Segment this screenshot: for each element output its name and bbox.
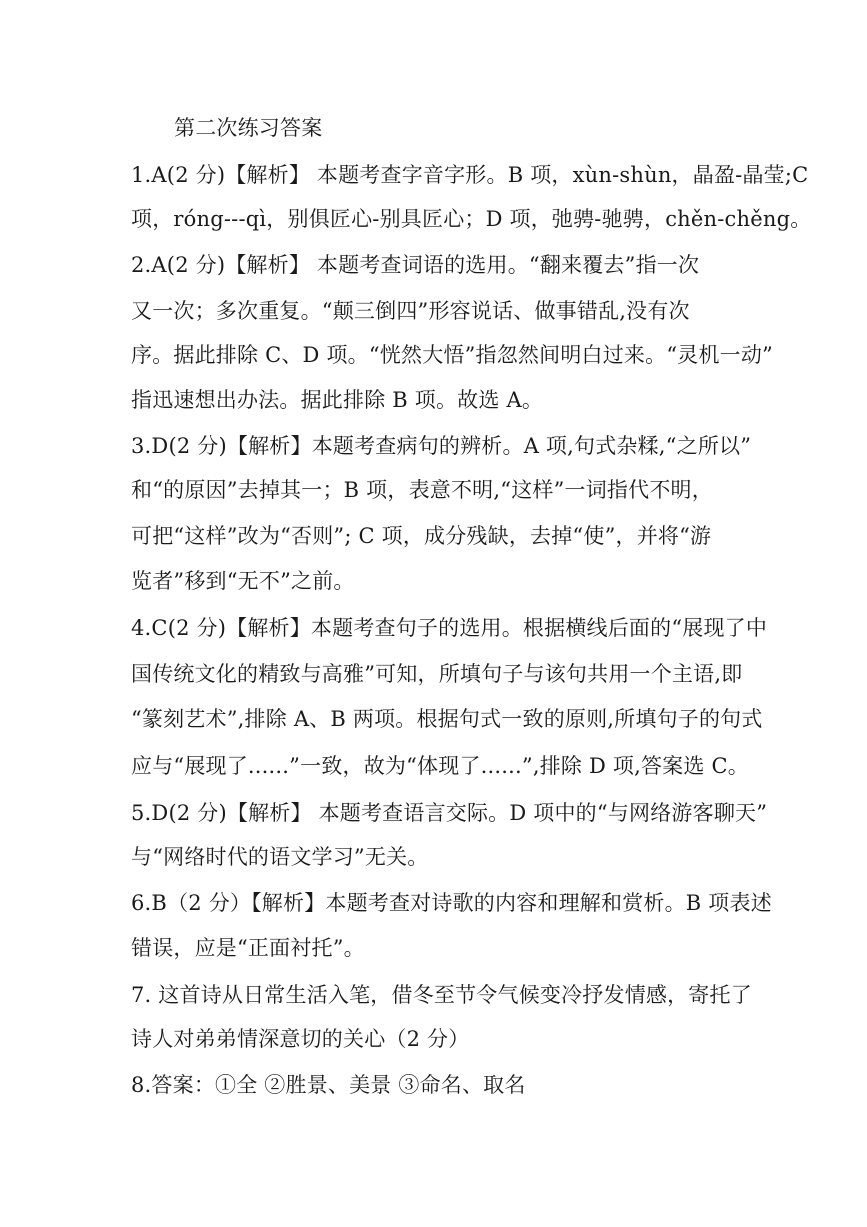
answer-line-2: 项，róng---qì，别俱匠心-别具匠心；D 项，弛骋-驰骋，chěn-chěng。 xyxy=(131,207,812,231)
answer-line-15: 5.D(2 分)【解析】 本题考查语言交际。D 项中的“与网络游客聊天” xyxy=(131,801,768,825)
answer-line-16: 与“网络时代的语文学习”无关。 xyxy=(131,845,429,869)
answer-line-19: 7. 这首诗从日常生活入笔，借冬至节令气候变冷抒发情感，寄托了 xyxy=(131,983,752,1007)
answer-line-6: 指迅速想出办法。据此排除 B 项。故选 A。 xyxy=(131,388,544,412)
answer-line-8: 和“的原因”去掉其一；B 项，表意不明,“这样”一词指代不明， xyxy=(131,478,713,502)
answer-line-5: 序。据此排除 C、D 项。“恍然大悟”指忽然间明白过来。“灵机一动” xyxy=(131,343,773,367)
answer-line-13: “篆刻艺术”,排除 A、B 两项。根据句式一致的原则,所填句子的句式 xyxy=(131,707,763,731)
answer-line-4: 又一次；多次重复。“颠三倒四”形容说话、做事错乱,没有次 xyxy=(131,299,690,323)
answer-line-18: 错误，应是“正面衬托”。 xyxy=(131,936,365,960)
answer-line-9: 可把“这样”改为“否则”; C 项，成分残缺，去掉“使”，并将“游 xyxy=(131,524,712,548)
answer-line-17: 6.B（2 分）【解析】本题考查对诗歌的内容和理解和赏析。B 项表述 xyxy=(131,891,772,915)
answer-line-11: 4.C(2 分)【解析】本题考查句子的选用。根据横线后面的“展现了中 xyxy=(131,616,768,640)
answer-line-14: 应与“展现了......”一致，故为“体现了......”,排除 D 项,答案选 C。 xyxy=(131,754,749,778)
answer-line-3: 2.A(2 分)【解析】 本题考查词语的选用。“翻来覆去”指一次 xyxy=(131,253,700,277)
document-title: 第二次练习答案 xyxy=(174,116,323,140)
answer-line-10: 览者”移到“无不”之前。 xyxy=(131,569,355,593)
answer-line-1: 1.A(2 分)【解析】 本题考查字音字形。B 项，xùn-shùn，晶盈-晶莹;C xyxy=(131,163,809,187)
answer-line-21: 8.答案：①全 ②胜景、美景 ③命名、取名 xyxy=(131,1073,526,1097)
answer-line-7: 3.D(2 分)【解析】本题考查病句的辨析。A 项,句式杂糅,“之所以” xyxy=(131,434,752,458)
answer-line-20: 诗人对弟弟情深意切的关心（2 分） xyxy=(131,1027,470,1051)
answer-line-12: 国传统文化的精致与高雅”可知，所填句子与该句共用一个主语,即 xyxy=(131,662,743,686)
